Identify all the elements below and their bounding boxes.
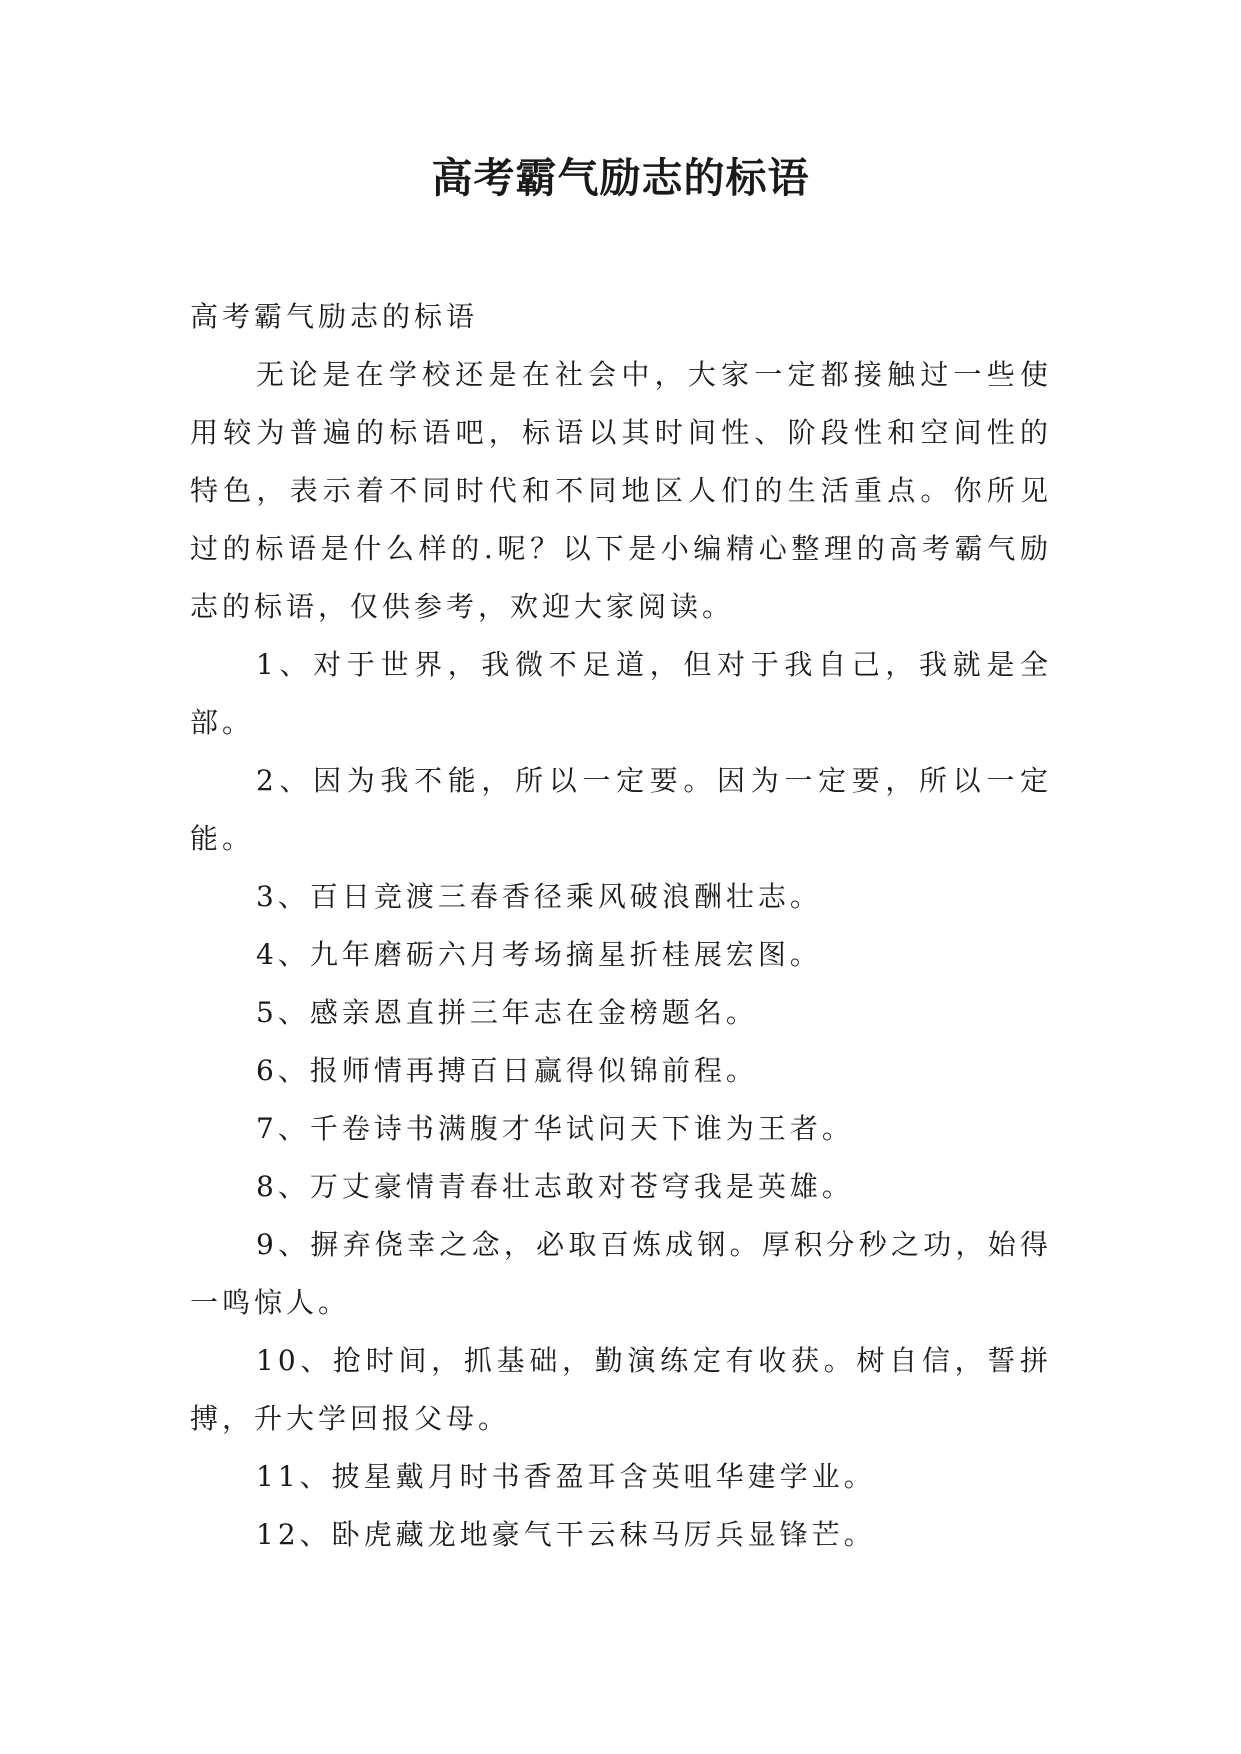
slogan-item: 2、因为我不能，所以一定要。因为一定要，所以一定能。 [190, 764, 1052, 855]
slogan-item: 9、摒弃侥幸之念，必取百炼成钢。厚积分秒之功，始得一鸣惊人。 [190, 1228, 1052, 1319]
slogan-item: 6、报师情再搏百日赢得似锦前程。 [256, 1054, 758, 1087]
intro-paragraph: 无论是在学校还是在社会中，大家一定都接触过一些使用较为普遍的标语吧，标语以其时间性、阶段性和空间性的特色，表示着不同时代和不同地区人们的生活重点。你所见过的标语是什么样的.呢？以下是小编精心整理的高考霸气励志的标语，仅供参考，欢迎大家阅读。 [190, 358, 1052, 623]
slogan-item: 10、抢时间，抓基础，勤演练定有收获。树自信，誓拼搏，升大学回报父母。 [190, 1344, 1052, 1435]
slogan-item: 5、感亲恩直拼三年志在金榜题名。 [256, 996, 758, 1029]
document-title: 高考霸气励志的标语 [431, 154, 810, 202]
slogan-item: 7、千卷诗书满腹才华试问天下谁为王者。 [256, 1112, 854, 1145]
slogan-item: 8、万丈豪情青春壮志敢对苍穹我是英雄。 [256, 1170, 854, 1203]
slogan-item: 4、九年磨砺六月考场摘星折桂展宏图。 [256, 938, 822, 971]
slogan-item: 1、对于世界，我微不足道，但对于我自己，我就是全部。 [190, 648, 1052, 739]
document-subtitle: 高考霸气励志的标语 [190, 300, 479, 333]
document-body [190, 288, 1052, 1564]
slogan-item: 11、披星戴月时书香盈耳含英咀华建学业。 [256, 1460, 876, 1493]
slogan-item: 3、百日竞渡三春香径乘风破浪酬壮志。 [256, 880, 822, 913]
slogan-item: 12、卧虎藏龙地豪气干云秣马厉兵显锋芒。 [256, 1518, 876, 1551]
